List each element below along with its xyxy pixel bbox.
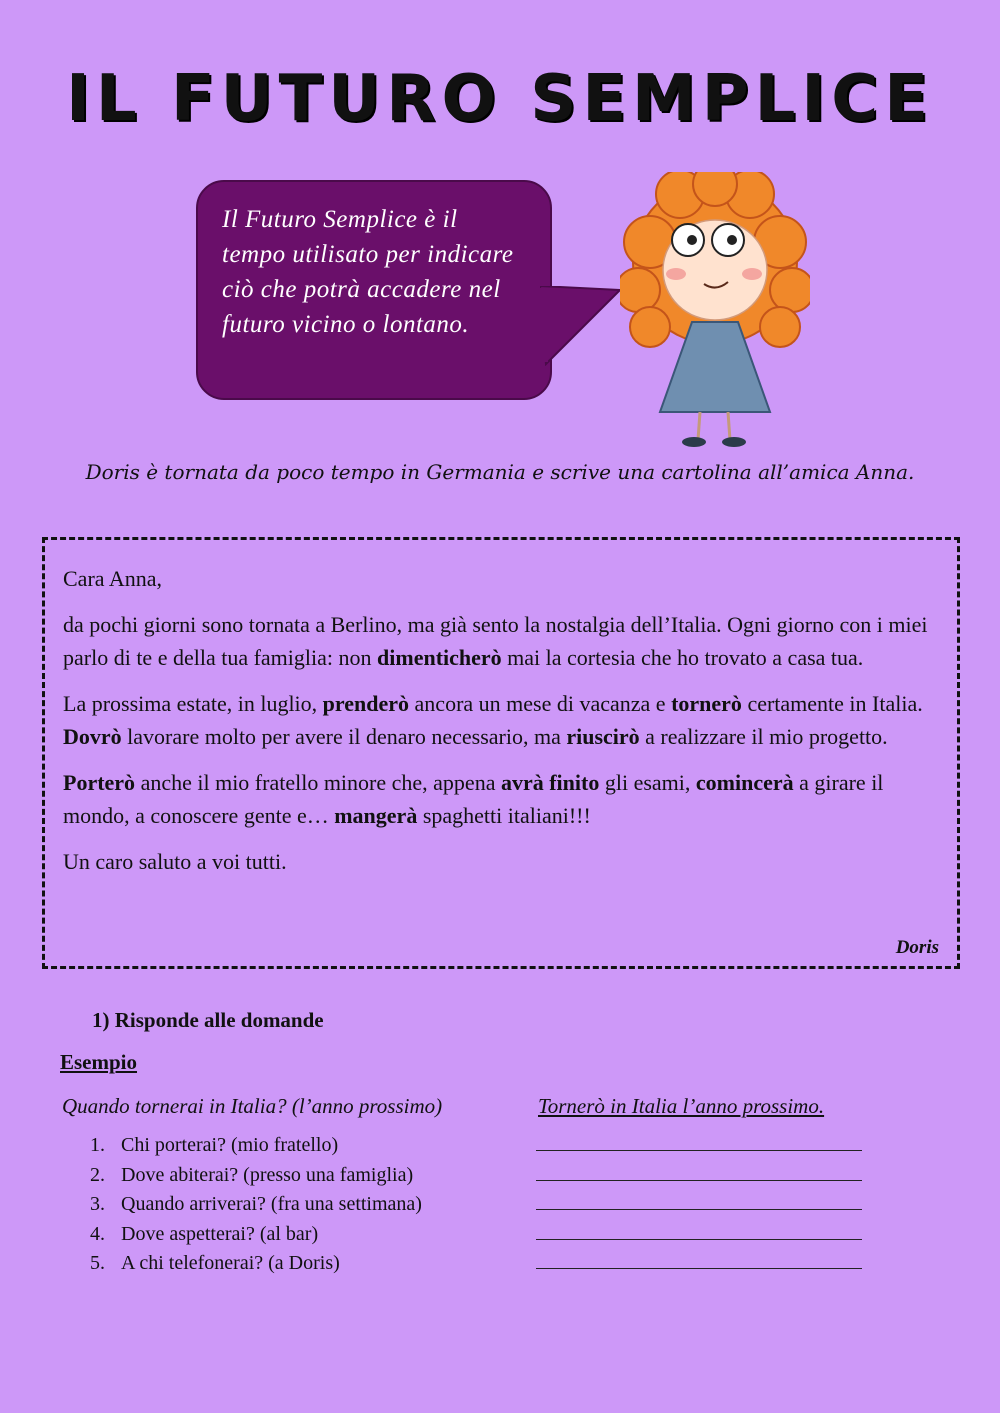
letter-text: gli esami,: [599, 770, 696, 795]
question-item: [90, 1134, 970, 1164]
letter-text: La prossima estate, in luglio,: [63, 691, 323, 716]
question-number: 1.: [90, 1134, 105, 1156]
letter-text: lavorare molto per avere il denaro necessario, ma: [121, 724, 567, 749]
letter-paragraph-2: [63, 687, 929, 753]
answer-line[interactable]: [536, 1180, 862, 1181]
postcard-letter: [42, 537, 960, 969]
speech-bubble-tail: [540, 286, 624, 366]
future-verb: prenderò: [322, 691, 410, 716]
page-title: IL FUTURO SEMPLICE: [66, 62, 934, 136]
letter-greeting: Cara Anna,: [63, 566, 162, 591]
question-text: A chi telefonerai? (a Doris): [121, 1252, 340, 1274]
question-text: Dove abiterai? (presso una famiglia): [121, 1163, 414, 1186]
letter-closing: Un caro saluto a voi tutti.: [63, 849, 287, 874]
speech-bubble: [196, 180, 552, 400]
letter-paragraph-3: [63, 766, 929, 832]
letter-text: a realizzare il mio progetto.: [639, 724, 888, 749]
letter-text: ancora un mese di vacanza e: [409, 691, 672, 716]
example-answer: Tornerò in Italia l’anno prossimo.: [538, 1094, 825, 1118]
answer-line[interactable]: [536, 1268, 862, 1269]
question-number: 2.: [90, 1163, 105, 1186]
letter-paragraph-1: [63, 608, 929, 674]
question-number: 5.: [90, 1252, 105, 1274]
girl-illustration: [620, 172, 810, 450]
future-verb: riuscirò: [566, 724, 640, 749]
intro-text: Doris è tornata da poco tempo in Germania e scrive una cartolina all’amica Anna.: [85, 460, 915, 484]
letter-signature: Doris: [895, 937, 939, 958]
example-question: Quando tornerai in Italia? (l’anno prossimo): [62, 1094, 443, 1118]
question-list: [90, 1134, 970, 1282]
future-verb: comincerà: [695, 770, 794, 795]
question-text: Chi porterai? (mio fratello): [121, 1134, 339, 1156]
question-number: 3.: [90, 1193, 105, 1215]
answer-line[interactable]: [536, 1150, 862, 1151]
future-verb: Porterò: [63, 770, 136, 795]
example-label: Esempio: [60, 1050, 138, 1074]
letter-text: da pochi giorni sono tornata a Berlino, ma già sento la nostalgia dell’Italia. Ogni giorno con i miei parlo di te e della tua famiglia: non: [63, 612, 928, 670]
exercise-title: 1) Risponde alle domande: [92, 1008, 324, 1032]
speech-bubble-text: Il Futuro Semplice è il tempo utilisato per indicare ciò che potrà accadere nel futuro vicino o lontano.: [222, 206, 514, 338]
question-item: [90, 1193, 970, 1223]
letter-text: spaghetti italiani!!!: [417, 803, 591, 828]
future-verb: mangerà: [334, 803, 418, 828]
future-verb: Dovrò: [63, 724, 122, 749]
question-item: [90, 1164, 970, 1194]
question-item: [90, 1252, 970, 1282]
question-item: [90, 1223, 970, 1253]
future-verb: avrà finito: [500, 770, 600, 795]
question-text: Quando arriverai? (fra una settimana): [121, 1193, 422, 1215]
question-text: Dove aspetterai? (al bar): [121, 1222, 319, 1245]
letter-text: certamente in Italia.: [741, 691, 923, 716]
letter-text: anche il mio fratello minore che, appena: [135, 770, 501, 795]
answer-line[interactable]: [536, 1209, 862, 1210]
letter-text: a girare il mondo, a conoscere gente e…: [63, 770, 884, 828]
letter-text: mai la cortesia che ho trovato a casa tua.: [501, 645, 864, 670]
future-verb: dimenticherò: [377, 645, 502, 670]
question-number: 4.: [90, 1222, 105, 1245]
answer-line[interactable]: [536, 1239, 862, 1240]
future-verb: tornerò: [671, 691, 742, 716]
